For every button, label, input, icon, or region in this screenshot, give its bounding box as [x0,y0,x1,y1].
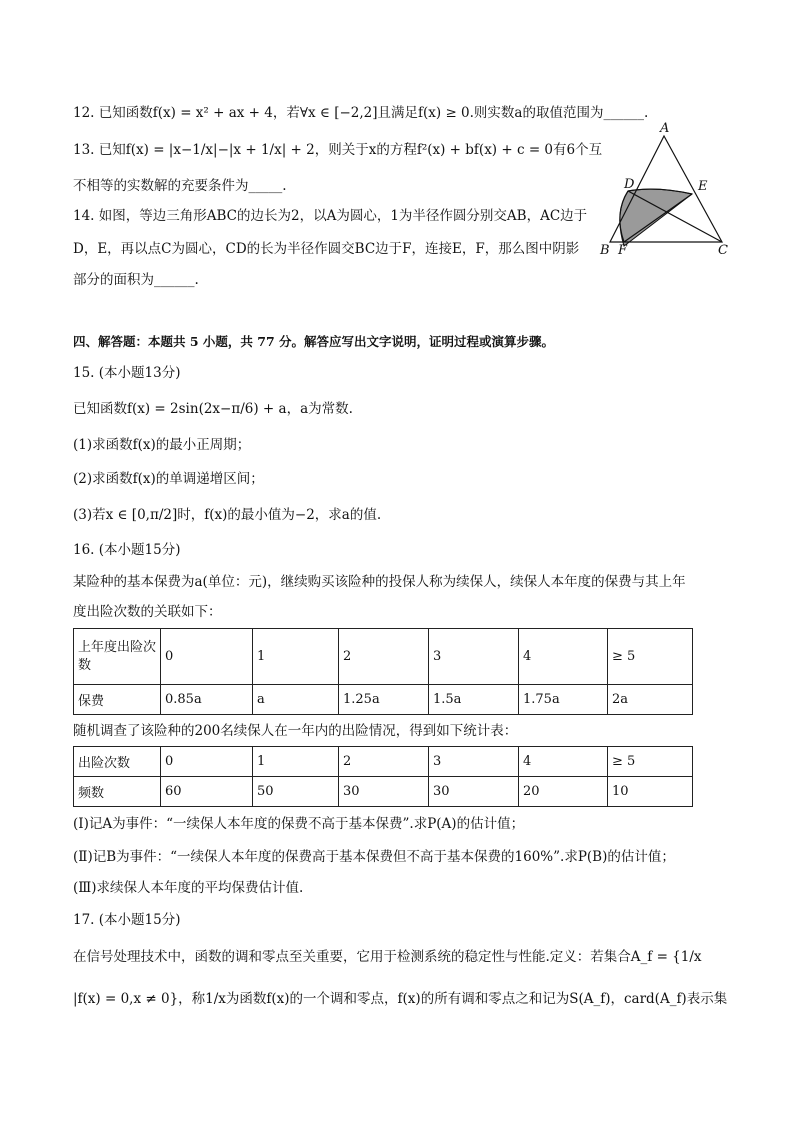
question-14-line1: 14. 如图，等边三角形ABC的边长为2，以A为圆心，1为半径作圆分别交AB，AC边于 [73,208,588,224]
table-cell: 1 [253,747,339,777]
question-15-part3: (3)若x ∈ [0,π/2]时，f(x)的最小值为−2，求a的值. [73,507,382,523]
table-cell: 1 [253,629,339,685]
premium-table [73,628,693,715]
question-17-stem-line1: 在信号处理技术中，函数的调和零点至关重要，它用于检测系统的稳定性与性能.定义：若集合A_f = {1/x [73,949,702,965]
section-4-heading: 四、解答题：本题共 5 小题，共 77 分。解答应写出文字说明，证明过程或演算步骤。 [73,334,555,349]
table-cell: 0 [161,629,253,685]
table-cell: 50 [253,777,339,807]
table-row [74,777,693,807]
table-cell: 3 [429,747,519,777]
question-13-line1: 13. 已知f(x) = |x−1/x|−|x + 1/x| + 2，则关于x的方程f²(x) + bf(x) + c = 0有6个互 [73,142,603,158]
table-header-cell: 保费 [74,685,161,715]
table-cell: 1.5a [429,685,519,715]
table-row [74,629,693,685]
question-16-part3: (Ⅲ)求续保人本年度的平均保费估计值. [73,880,304,896]
table-row [74,747,693,777]
question-16-stem-line1: 某险种的基本保费为a(单位：元)，继续购买该险种的投保人称为续保人，续保人本年度的保费与其上年 [73,574,686,590]
question-14-line2: D，E，再以点C为圆心，CD的长为半径作圆交BC边于F，连接E，F，那么图中阴影 [73,241,580,257]
table-cell: 2a [608,685,693,715]
table-row [74,685,693,715]
frequency-table [73,746,693,807]
question-16-stem-line2: 度出险次数的关联如下： [73,604,222,620]
question-17-heading: 17. (本小题15分) [73,912,181,928]
question-15-heading: 15. (本小题13分) [73,365,181,381]
table-cell: 3 [429,629,519,685]
table-header-cell: 频数 [74,777,161,807]
table-header-cell: 上年度出险次数 [74,629,161,685]
question-13-line2: 不相等的实数解的充要条件为_____. [73,178,287,194]
question-16-heading: 16. (本小题15分) [73,542,181,558]
triangle-figure [596,118,736,268]
table-cell: 10 [608,777,693,807]
table-cell: 4 [519,747,608,777]
question-17-stem-line2: |f(x) = 0,x ≠ 0}，称1/x为函数f(x)的一个调和零点，f(x)的所有调和零点之和记为S(A_f)，card(A_f)表示集 [73,991,728,1007]
label-b: B [600,243,610,258]
table-cell: 1.25a [339,685,429,715]
label-e: E [698,179,708,194]
question-15-part2: (2)求函数f(x)的单调递增区间； [73,471,264,487]
label-f: F [618,243,628,258]
table-cell: ≥ 5 [608,629,693,685]
question-15-part1: (1)求函数f(x)的最小正周期； [73,437,251,453]
question-14-line3: 部分的面积为______. [73,272,199,288]
question-16-between: 随机调查了该险种的200名续保人在一年内的出险情况，得到如下统计表： [73,723,518,739]
table-cell: 1.75a [519,685,608,715]
table-cell: ≥ 5 [608,747,693,777]
table-header-cell: 出险次数 [74,747,161,777]
table-cell: 2 [339,747,429,777]
table-cell: 30 [429,777,519,807]
question-16-part1: (Ⅰ)记A为事件：“一续保人本年度的保费不高于基本保费”.求P(A)的估计值； [73,816,525,832]
table-cell: 20 [519,777,608,807]
table-cell: a [253,685,339,715]
table-cell: 4 [519,629,608,685]
question-15-stem: 已知函数f(x) = 2sin(2x−π/6) + a，a为常数. [73,401,353,417]
table-cell: 60 [161,777,253,807]
table-cell: 30 [339,777,429,807]
label-c: C [718,243,728,258]
table-cell: 2 [339,629,429,685]
table-cell: 0 [161,747,253,777]
label-d: D [624,177,635,192]
question-12: 12. 已知函数f(x) = x² + ax + 4，若∀x ∈ [−2,2]且满足f(x) ≥ 0.则实数a的取值范围为______. [73,105,649,121]
table-cell: 0.85a [161,685,253,715]
label-a: A [660,121,670,136]
question-16-part2: (Ⅱ)记B为事件：“一续保人本年度的保费高于基本保费但不高于基本保费的160%”.求P(B)的估计值； [73,849,675,865]
